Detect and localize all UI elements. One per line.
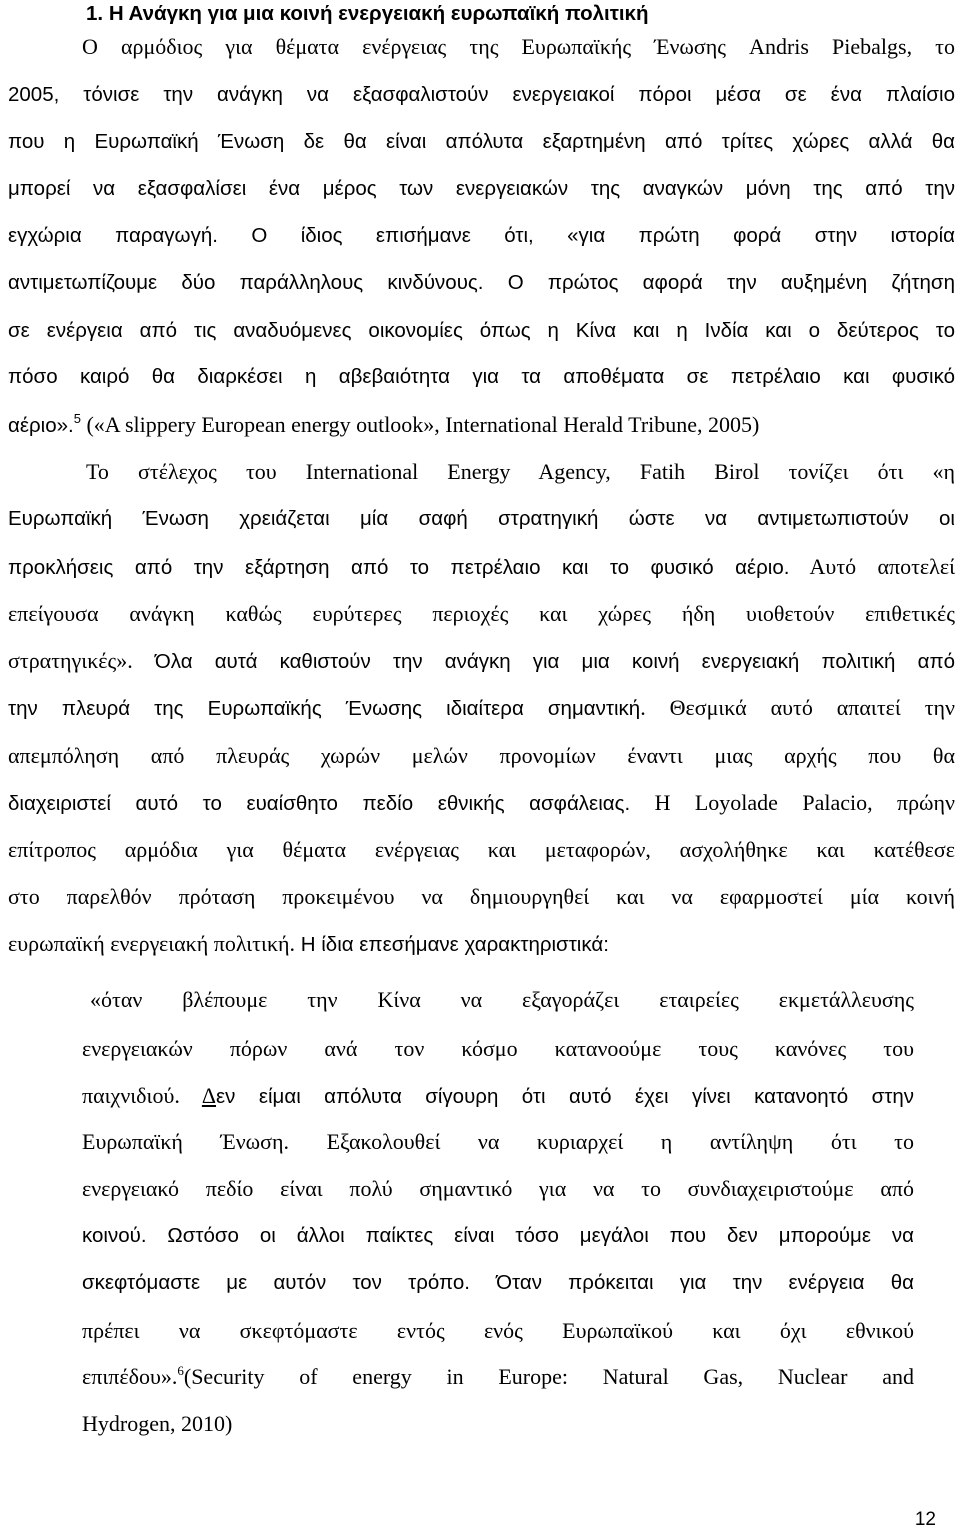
text-run: ευρωπαϊκή ενεργειακή πολιτική.	[8, 931, 296, 956]
text-run: εν είμαι απόλυτα σίγουρη ότι αυτό έχει γίνει κατανοητό στην	[216, 1085, 914, 1108]
text-line: πόσο καιρό θα διαρκέσει η αβεβαιότητα για τα αποθέματα σε πετρέλαιο και φυσικό	[8, 365, 955, 388]
text-line: μπορεί να εξασφαλίσει ένα μέρος των ενεργειακών της αναγκών μόνη της από την	[8, 177, 955, 200]
text-line: αντιμετωπίζουμε δύο παράλληλους κινδύνους. Ο πρώτος αφορά την αυξημένη ζήτηση	[8, 271, 955, 294]
text-line: που η Ευρωπαϊκή Ένωση δε θα είναι απόλυτα εξαρτημένη από τρίτες χώρες αλλά θα	[8, 130, 955, 153]
text-line	[8, 688, 955, 728]
text-run: παιχνιδιού.	[82, 1083, 202, 1108]
text-run: Όλα αυτά καθιστούν την ανάγκη για μια κοινή ενεργειακή πολιτική από	[132, 650, 955, 673]
text-line	[8, 924, 955, 964]
text-line	[82, 1357, 914, 1397]
text-run: Αυτό αποτελεί	[789, 554, 955, 579]
text-line: σκεφτόμαστε με αυτόν τον τρόπο. Όταν πρόκειται για την ενέργεια θα	[82, 1271, 914, 1294]
text-line: Ο αρμόδιος για θέματα ενέργειας της Ευρωπαϊκής Ένωσης Andris Piebalgs, το	[82, 34, 955, 59]
text-run: Η ίδια επεσήμανε χαρακτηριστικά:	[295, 933, 609, 956]
text-run: διαχειριστεί αυτό το ευαίσθητο πεδίο εθνικής ασφάλειας.	[8, 792, 631, 815]
text-line	[8, 641, 955, 681]
text-line: επείγουσα ανάγκη καθώς ευρύτερες περιοχές και χώρες ήδη υιοθετούν επιθετικές	[8, 601, 955, 626]
section-heading	[86, 0, 946, 28]
footnote-ref-6: 6	[177, 1363, 184, 1378]
text-line: Hydrogen, 2010)	[82, 1411, 233, 1436]
quote-end: αέριο».	[8, 414, 74, 437]
text-line	[82, 1076, 914, 1116]
citation: (Security of energy in Europe: Natural Gas, Nuclear and	[183, 1364, 914, 1389]
text-line: «όταν βλέπουμε την Κίνα να εξαγοράζει εταιρείες εκμετάλλευσης	[90, 987, 914, 1012]
text-line: πρέπει να σκεφτόμαστε εντός ενός Ευρωπαϊκού και όχι εθνικού	[82, 1318, 914, 1343]
text-line: στο παρελθόν πρόταση προκειμένου να δημιουργηθεί και να εφαρμοστεί μία κοινή	[8, 884, 955, 909]
citation: («A slippery European energy outlook», International Herald Tribune, 2005)	[80, 412, 760, 437]
section-title: Η Ανάγκη για μια κοινή ενεργειακή ευρωπαϊκή πολιτική	[108, 2, 649, 25]
text-line: 2005, τόνισε την ανάγκη να εξασφαλιστούν ενεργειακοί πόροι μέσα σε ένα πλαίσιο	[8, 83, 955, 106]
text-line: σε ενέργεια από τις αναδυόμενες οικονομίες όπως η Κίνα και η Ινδία και ο δεύτερος το	[8, 319, 955, 342]
text-line: ενεργειακό πεδίο είναι πολύ σημαντικό για να το συνδιαχειριστούμε από	[82, 1176, 914, 1201]
text-line: εγχώρια παραγωγή. Ο ίδιος επισήμανε ότι, «για πρώτη φορά στην ιστορία	[8, 224, 955, 247]
text-line: ενεργειακών πόρων ανά τον κόσμο κατανοούμε τους κανόνες του	[82, 1036, 914, 1061]
footnote-ref-5: 5	[73, 411, 81, 426]
text-run: την πλευρά της Ευρωπαϊκής Ένωσης ιδιαίτερα σημαντική	[8, 697, 641, 720]
text-line: επίτροπος αρμόδια για θέματα ενέργειας και μεταφορών, ασχολήθηκε και κατέθεσε	[8, 837, 955, 862]
text-line	[8, 405, 955, 445]
text-run: . Θεσμικά αυτό απαιτεί την	[640, 695, 956, 720]
text-run: προκλήσεις από την εξάρτηση από το πετρέλαιο και το φυσικό αέριο.	[8, 556, 790, 579]
text-line: Ευρωπαϊκή Ένωση χρειάζεται μία σαφή στρατηγική ώστε να αντιμετωπιστούν οι	[8, 507, 955, 530]
text-run: Η Loyolade Palacio, πρώην	[630, 790, 955, 815]
text-line: Ευρωπαϊκή Ένωση. Εξακολουθεί να κυριαρχεί η αντίληψη ότι το	[82, 1129, 914, 1154]
text-line: απεμπόληση από πλευράς χωρών μελών προνομίων έναντι μιας αρχής που θα	[8, 743, 955, 768]
text-line: κοινού. Ωστόσο οι άλλοι παίκτες είναι τόσο μεγάλοι που δεν μπορούμε να	[82, 1224, 914, 1247]
section-number: 1.	[86, 2, 104, 25]
text-line	[8, 783, 955, 823]
text-run: επιπέδου».	[82, 1364, 178, 1389]
text-line: Το στέλεχος του International Energy Agency, Fatih Birol τονίζει ότι «η	[86, 459, 955, 484]
text-line	[8, 547, 955, 587]
page-number: 12	[914, 1509, 936, 1530]
underlined-letter: Δ	[201, 1083, 217, 1108]
text-run: στρατηγικές».	[8, 648, 133, 673]
